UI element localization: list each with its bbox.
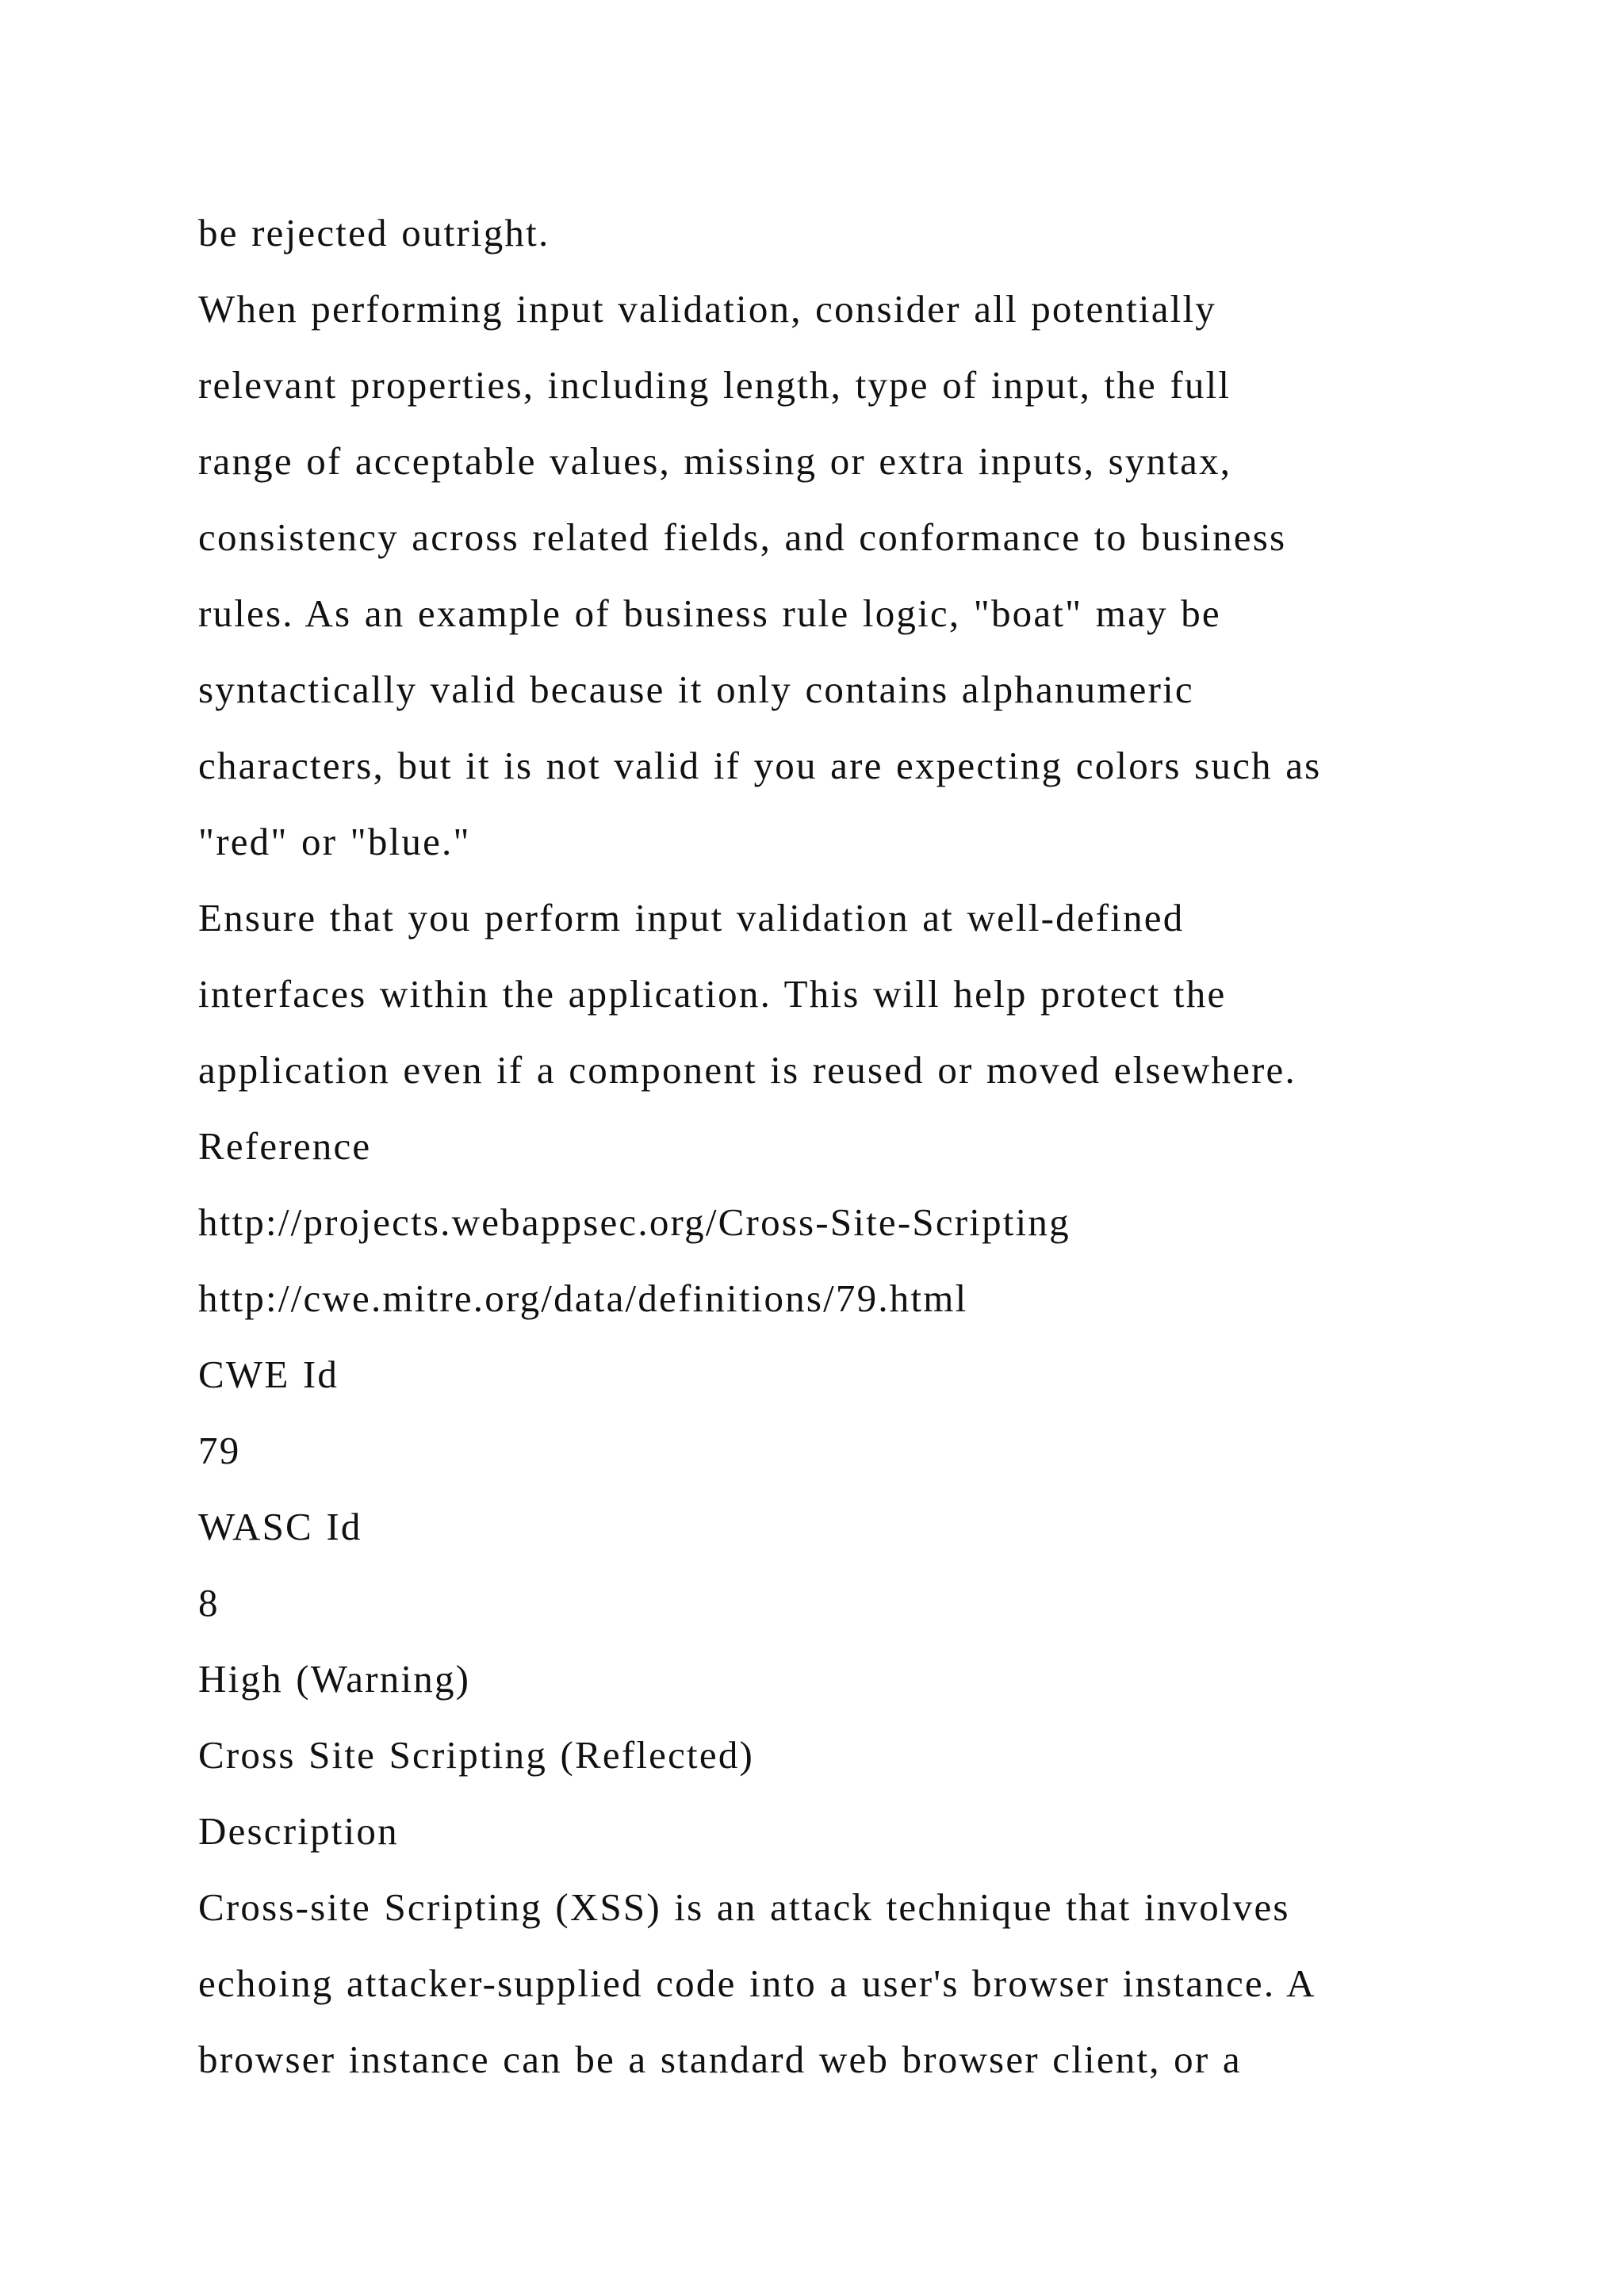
text-line: "red" or "blue." — [198, 820, 471, 863]
text-line: When performing input validation, consider all potentially — [198, 287, 1216, 331]
text-line: syntactically valid because it only contains alphanumeric — [198, 668, 1194, 711]
text-line: interfaces within the application. This will help protect the — [198, 972, 1227, 1016]
text-line: range of acceptable values, missing or extra inputs, syntax, — [198, 439, 1232, 483]
wasc-id-value: 8 — [198, 1581, 220, 1624]
reference-link: http://cwe.mitre.org/data/definitions/79.html — [198, 1276, 968, 1320]
text-line: browser instance can be a standard web browser client, or a — [198, 2038, 1242, 2081]
text-line: rules. As an example of business rule logic, "boat" may be — [198, 591, 1221, 635]
text-line: consistency across related fields, and conformance to business — [198, 515, 1287, 559]
text-line: characters, but it is not valid if you are expecting colors such as — [198, 744, 1322, 787]
reference-heading: Reference — [198, 1124, 372, 1168]
alert-title: Cross Site Scripting (Reflected) — [198, 1733, 755, 1777]
document-text — [198, 195, 1546, 2098]
text-line: Ensure that you perform input validation at well-defined — [198, 896, 1185, 939]
wasc-id-label: WASC Id — [198, 1505, 362, 1548]
description-heading: Description — [198, 1809, 399, 1853]
cwe-id-value: 79 — [198, 1429, 241, 1472]
text-line: be rejected outright. — [198, 211, 550, 254]
cwe-id-label: CWE Id — [198, 1353, 339, 1396]
text-line: Cross-site Scripting (XSS) is an attack technique that involves — [198, 1885, 1290, 1929]
text-line: application even if a component is reused or moved elsewhere. — [198, 1048, 1297, 1092]
reference-link: http://projects.webappsec.org/Cross-Site-Scripting — [198, 1200, 1071, 1244]
text-line: relevant properties, including length, type of input, the full — [198, 363, 1231, 407]
text-line: echoing attacker-supplied code into a user's browser instance. A — [198, 1961, 1316, 2005]
risk-level: High (Warning) — [198, 1657, 471, 1701]
